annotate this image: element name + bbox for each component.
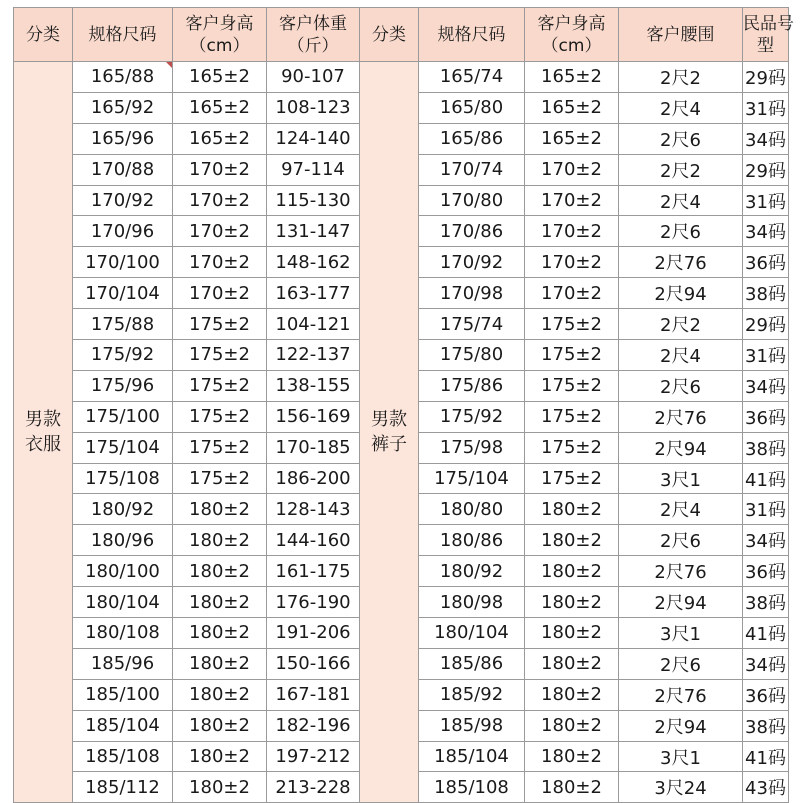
weight-cell: 124-140	[267, 123, 360, 154]
pants-height-cell: 170±2	[525, 247, 619, 278]
weight-cell: 161-175	[267, 556, 360, 587]
shirt-size-cell: 185/100	[73, 679, 173, 710]
header-weight-line1: 客户体重	[279, 13, 347, 34]
header-civilian-size-line2: 型	[757, 35, 774, 56]
waist-cell: 2尺94	[619, 432, 743, 463]
pants-size-cell: 175/98	[419, 432, 525, 463]
waist-cell: 2尺2	[619, 62, 743, 93]
shirt-height-cell: 180±2	[173, 618, 267, 649]
waist-cell: 2尺94	[619, 587, 743, 618]
pants-height-cell: 170±2	[525, 278, 619, 309]
waist-cell: 3尺1	[619, 618, 743, 649]
weight-cell: 108-123	[267, 92, 360, 123]
shirt-height-cell: 170±2	[173, 216, 267, 247]
table-row	[14, 62, 789, 93]
shirt-size-cell: 180/108	[73, 618, 173, 649]
pants-size-cell: 170/74	[419, 154, 525, 185]
weight-cell: 150-166	[267, 648, 360, 679]
pants-height-cell: 180±2	[525, 679, 619, 710]
pants-size-cell: 170/98	[419, 278, 525, 309]
shirt-size-cell: 180/96	[73, 525, 173, 556]
header-shirt-size: 规格尺码	[73, 8, 173, 62]
waist-cell: 3尺24	[619, 772, 743, 803]
shirt-size-cell: 185/104	[73, 710, 173, 741]
waist-cell: 2尺76	[619, 247, 743, 278]
shirt-size-cell: 180/92	[73, 494, 173, 525]
category-shirts-line: 衣服	[25, 434, 61, 456]
shirt-height-cell: 170±2	[173, 154, 267, 185]
shirt-size-cell: 165/96	[73, 123, 173, 154]
shirt-size-cell: 170/88	[73, 154, 173, 185]
shirt-height-cell: 175±2	[173, 432, 267, 463]
waist-cell: 2尺6	[619, 648, 743, 679]
civilian-size-cell: 41码	[743, 741, 789, 772]
weight-cell: 163-177	[267, 278, 360, 309]
header-shirt-height-line1: 客户身高	[185, 13, 254, 34]
pants-height-cell: 175±2	[525, 370, 619, 401]
weight-cell: 176-190	[267, 587, 360, 618]
weight-cell: 191-206	[267, 618, 360, 649]
waist-cell: 2尺4	[619, 494, 743, 525]
weight-cell: 122-137	[267, 340, 360, 371]
civilian-size-cell: 34码	[743, 525, 789, 556]
civilian-size-cell: 31码	[743, 92, 789, 123]
pants-height-cell: 175±2	[525, 463, 619, 494]
category-pants	[360, 62, 419, 803]
weight-cell: 186-200	[267, 463, 360, 494]
shirt-size-cell: 170/96	[73, 216, 173, 247]
header-pants-height-line2: （cm）	[541, 35, 602, 56]
civilian-size-cell: 38码	[743, 587, 789, 618]
pants-size-cell: 175/104	[419, 463, 525, 494]
weight-cell: 97-114	[267, 154, 360, 185]
category-pants-line: 裤子	[371, 434, 407, 456]
shirt-size-cell: 170/100	[73, 247, 173, 278]
shirt-height-cell: 180±2	[173, 525, 267, 556]
category-pants-line: 男款	[371, 409, 407, 431]
shirt-size-cell: 165/88	[73, 62, 173, 93]
shirt-size-cell: 175/88	[73, 309, 173, 340]
shirt-height-cell: 175±2	[173, 370, 267, 401]
weight-cell: 138-155	[267, 370, 360, 401]
pants-height-cell: 175±2	[525, 401, 619, 432]
shirt-size-cell: 170/104	[73, 278, 173, 309]
waist-cell: 2尺94	[619, 278, 743, 309]
civilian-size-cell: 34码	[743, 216, 789, 247]
shirt-height-cell: 165±2	[173, 62, 267, 93]
waist-cell: 2尺94	[619, 710, 743, 741]
header-civilian-size	[743, 8, 794, 62]
weight-cell: 128-143	[267, 494, 360, 525]
category-shirts-line: 男款	[25, 409, 61, 431]
category-shirts	[14, 62, 73, 803]
header-category: 分类	[14, 8, 73, 62]
shirt-height-cell: 175±2	[173, 401, 267, 432]
civilian-size-cell: 38码	[743, 432, 789, 463]
pants-size-cell: 175/80	[419, 340, 525, 371]
civilian-size-cell: 31码	[743, 494, 789, 525]
shirt-height-cell: 180±2	[173, 772, 267, 803]
pants-size-cell: 175/92	[419, 401, 525, 432]
waist-cell: 2尺4	[619, 340, 743, 371]
waist-cell: 3尺1	[619, 463, 743, 494]
pants-height-cell: 170±2	[525, 185, 619, 216]
weight-cell: 131-147	[267, 216, 360, 247]
header-weight	[267, 8, 360, 62]
shirt-height-cell: 170±2	[173, 278, 267, 309]
waist-cell: 2尺2	[619, 154, 743, 185]
pants-height-cell: 180±2	[525, 648, 619, 679]
header-pants-size: 规格尺码	[419, 8, 525, 62]
pants-size-cell: 165/74	[419, 62, 525, 93]
shirt-height-cell: 180±2	[173, 679, 267, 710]
weight-cell: 213-228	[267, 772, 360, 803]
pants-height-cell: 180±2	[525, 494, 619, 525]
pants-size-cell: 185/108	[419, 772, 525, 803]
pants-size-cell: 185/104	[419, 741, 525, 772]
weight-cell: 90-107	[267, 62, 360, 93]
header-waist: 客户腰围	[619, 8, 743, 62]
civilian-size-cell: 38码	[743, 710, 789, 741]
size-rows	[14, 62, 789, 803]
shirt-height-cell: 165±2	[173, 92, 267, 123]
shirt-size-cell: 185/96	[73, 648, 173, 679]
civilian-size-cell: 41码	[743, 618, 789, 649]
shirt-size-cell: 175/96	[73, 370, 173, 401]
shirt-height-cell: 180±2	[173, 587, 267, 618]
waist-cell: 2尺4	[619, 92, 743, 123]
pants-height-cell: 180±2	[525, 525, 619, 556]
pants-size-cell: 180/104	[419, 618, 525, 649]
shirt-size-cell: 175/92	[73, 340, 173, 371]
weight-cell: 148-162	[267, 247, 360, 278]
pants-size-cell: 180/98	[419, 587, 525, 618]
shirt-size-cell: 175/104	[73, 432, 173, 463]
pants-height-cell: 165±2	[525, 62, 619, 93]
pants-height-cell: 180±2	[525, 556, 619, 587]
civilian-size-cell: 29码	[743, 154, 789, 185]
shirt-height-cell: 180±2	[173, 556, 267, 587]
pants-size-cell: 170/80	[419, 185, 525, 216]
waist-cell: 2尺2	[619, 309, 743, 340]
pants-height-cell: 180±2	[525, 710, 619, 741]
header-pants-height	[525, 8, 619, 62]
waist-cell: 2尺6	[619, 123, 743, 154]
pants-height-cell: 165±2	[525, 123, 619, 154]
civilian-size-cell: 31码	[743, 340, 789, 371]
shirt-size-cell: 165/92	[73, 92, 173, 123]
header-category-2: 分类	[360, 8, 419, 62]
pants-size-cell: 165/80	[419, 92, 525, 123]
shirt-height-cell: 170±2	[173, 185, 267, 216]
shirt-size-cell: 185/108	[73, 741, 173, 772]
weight-cell: 182-196	[267, 710, 360, 741]
shirt-height-cell: 180±2	[173, 710, 267, 741]
shirt-size-cell: 180/104	[73, 587, 173, 618]
header-pants-height-line1: 客户身高	[537, 13, 606, 34]
waist-cell: 2尺4	[619, 185, 743, 216]
waist-cell: 2尺76	[619, 556, 743, 587]
shirt-size-cell: 175/108	[73, 463, 173, 494]
shirt-size-cell: 175/100	[73, 401, 173, 432]
civilian-size-cell: 36码	[743, 401, 789, 432]
shirt-height-cell: 175±2	[173, 340, 267, 371]
civilian-size-cell: 43码	[743, 772, 789, 803]
waist-cell: 2尺6	[619, 525, 743, 556]
pants-size-cell: 175/74	[419, 309, 525, 340]
pants-height-cell: 170±2	[525, 216, 619, 247]
waist-cell: 2尺6	[619, 370, 743, 401]
pants-size-cell: 185/98	[419, 710, 525, 741]
weight-cell: 104-121	[267, 309, 360, 340]
header-civilian-size-line1: 民品号	[743, 13, 794, 34]
shirt-height-cell: 165±2	[173, 123, 267, 154]
civilian-size-cell: 36码	[743, 247, 789, 278]
pants-height-cell: 180±2	[525, 772, 619, 803]
header-weight-line2: （斤）	[287, 35, 339, 56]
civilian-size-cell: 38码	[743, 278, 789, 309]
pants-height-cell: 175±2	[525, 340, 619, 371]
pants-size-cell: 170/86	[419, 216, 525, 247]
civilian-size-cell: 29码	[743, 309, 789, 340]
shirt-height-cell: 175±2	[173, 463, 267, 494]
weight-cell: 197-212	[267, 741, 360, 772]
size-chart-table	[13, 7, 794, 803]
shirt-height-cell: 180±2	[173, 494, 267, 525]
weight-cell: 115-130	[267, 185, 360, 216]
civilian-size-cell: 34码	[743, 123, 789, 154]
weight-cell: 167-181	[267, 679, 360, 710]
pants-height-cell: 180±2	[525, 741, 619, 772]
header-shirt-height-line2: （cm）	[189, 35, 250, 56]
pants-size-cell: 180/80	[419, 494, 525, 525]
header-row	[14, 8, 789, 62]
pants-size-cell: 170/92	[419, 247, 525, 278]
civilian-size-cell: 29码	[743, 62, 789, 93]
pants-height-cell: 180±2	[525, 618, 619, 649]
shirt-height-cell: 170±2	[173, 247, 267, 278]
civilian-size-cell: 36码	[743, 679, 789, 710]
shirt-height-cell: 180±2	[173, 648, 267, 679]
civilian-size-cell: 34码	[743, 648, 789, 679]
waist-cell: 3尺1	[619, 741, 743, 772]
pants-height-cell: 175±2	[525, 309, 619, 340]
pants-size-cell: 165/86	[419, 123, 525, 154]
shirt-height-cell: 175±2	[173, 309, 267, 340]
pants-height-cell: 180±2	[525, 587, 619, 618]
waist-cell: 2尺76	[619, 679, 743, 710]
civilian-size-cell: 31码	[743, 185, 789, 216]
pants-size-cell: 185/92	[419, 679, 525, 710]
shirt-size-cell: 180/100	[73, 556, 173, 587]
pants-height-cell: 170±2	[525, 154, 619, 185]
weight-cell: 156-169	[267, 401, 360, 432]
pants-size-cell: 175/86	[419, 370, 525, 401]
civilian-size-cell: 36码	[743, 556, 789, 587]
weight-cell: 144-160	[267, 525, 360, 556]
shirt-size-cell: 185/112	[73, 772, 173, 803]
pants-size-cell: 185/86	[419, 648, 525, 679]
pants-height-cell: 175±2	[525, 432, 619, 463]
shirt-size-cell: 170/92	[73, 185, 173, 216]
waist-cell: 2尺6	[619, 216, 743, 247]
pants-height-cell: 165±2	[525, 92, 619, 123]
civilian-size-cell: 41码	[743, 463, 789, 494]
shirt-height-cell: 180±2	[173, 741, 267, 772]
header-shirt-height	[173, 8, 267, 62]
civilian-size-cell: 34码	[743, 370, 789, 401]
pants-size-cell: 180/92	[419, 556, 525, 587]
weight-cell: 170-185	[267, 432, 360, 463]
waist-cell: 2尺76	[619, 401, 743, 432]
pants-size-cell: 180/86	[419, 525, 525, 556]
